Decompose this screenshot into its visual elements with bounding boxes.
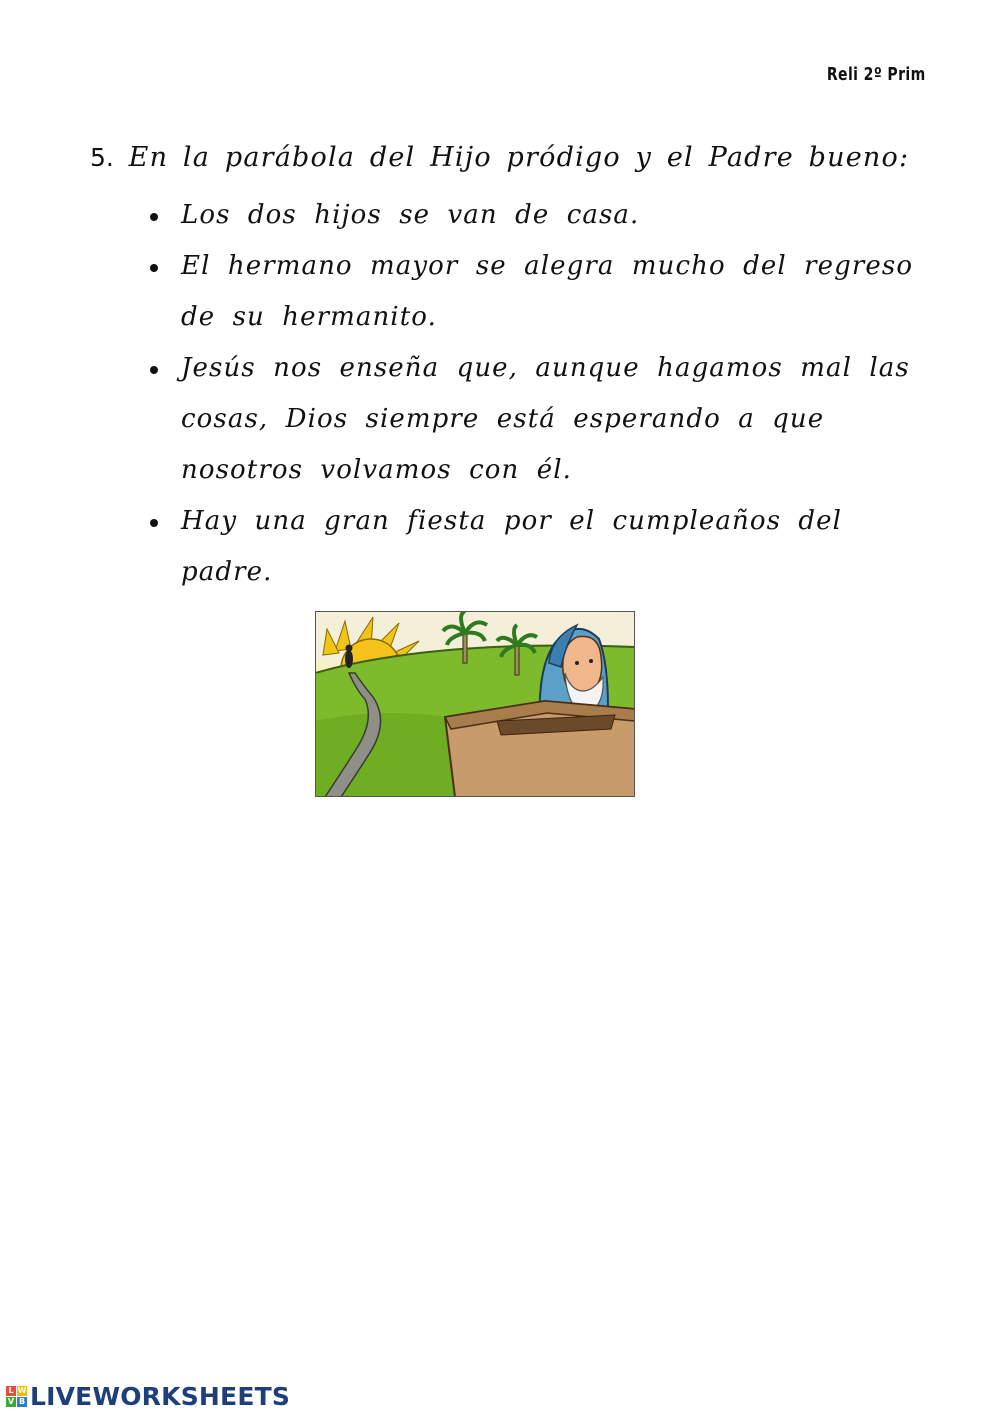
logo-blocks-icon xyxy=(6,1386,27,1407)
option-text: Hay una gran fiesta por el cumpleaños del padre. xyxy=(181,506,843,587)
option-text: El hermano mayor se alegra mucho del regreso de su hermanito. xyxy=(181,251,914,332)
prodigal-son-illustration xyxy=(315,611,635,797)
question-number: 5. xyxy=(90,143,114,172)
bullet-icon xyxy=(150,519,158,527)
option-item[interactable] xyxy=(148,496,938,598)
question-text: En la parábola del Hijo pródigo y el Padre bueno: xyxy=(128,142,910,173)
bullet-icon xyxy=(150,366,158,374)
option-item[interactable] xyxy=(148,343,938,496)
option-item[interactable] xyxy=(148,190,938,241)
option-text: Los dos hijos se van de casa. xyxy=(181,200,640,230)
option-text: Jesús nos enseña que, aunque hagamos mal las cosas, Dios siempre está esperando a que nosotros volvamos con él. xyxy=(181,353,910,485)
page-tag: Reli 2º Prim xyxy=(827,64,926,85)
question-prompt xyxy=(90,138,930,178)
option-list xyxy=(148,190,938,598)
logo-block: L xyxy=(6,1386,16,1396)
bullet-icon xyxy=(150,264,158,272)
bullet-icon xyxy=(150,213,158,221)
logo-block: V xyxy=(7,1397,15,1406)
liveworksheets-logo[interactable] xyxy=(6,1382,290,1411)
logo-text: LIVEWORKSHEETS xyxy=(30,1382,291,1411)
illustration-svg xyxy=(315,611,635,797)
option-item[interactable] xyxy=(148,241,938,343)
logo-block: W xyxy=(17,1386,27,1395)
logo-block: B xyxy=(18,1397,26,1406)
